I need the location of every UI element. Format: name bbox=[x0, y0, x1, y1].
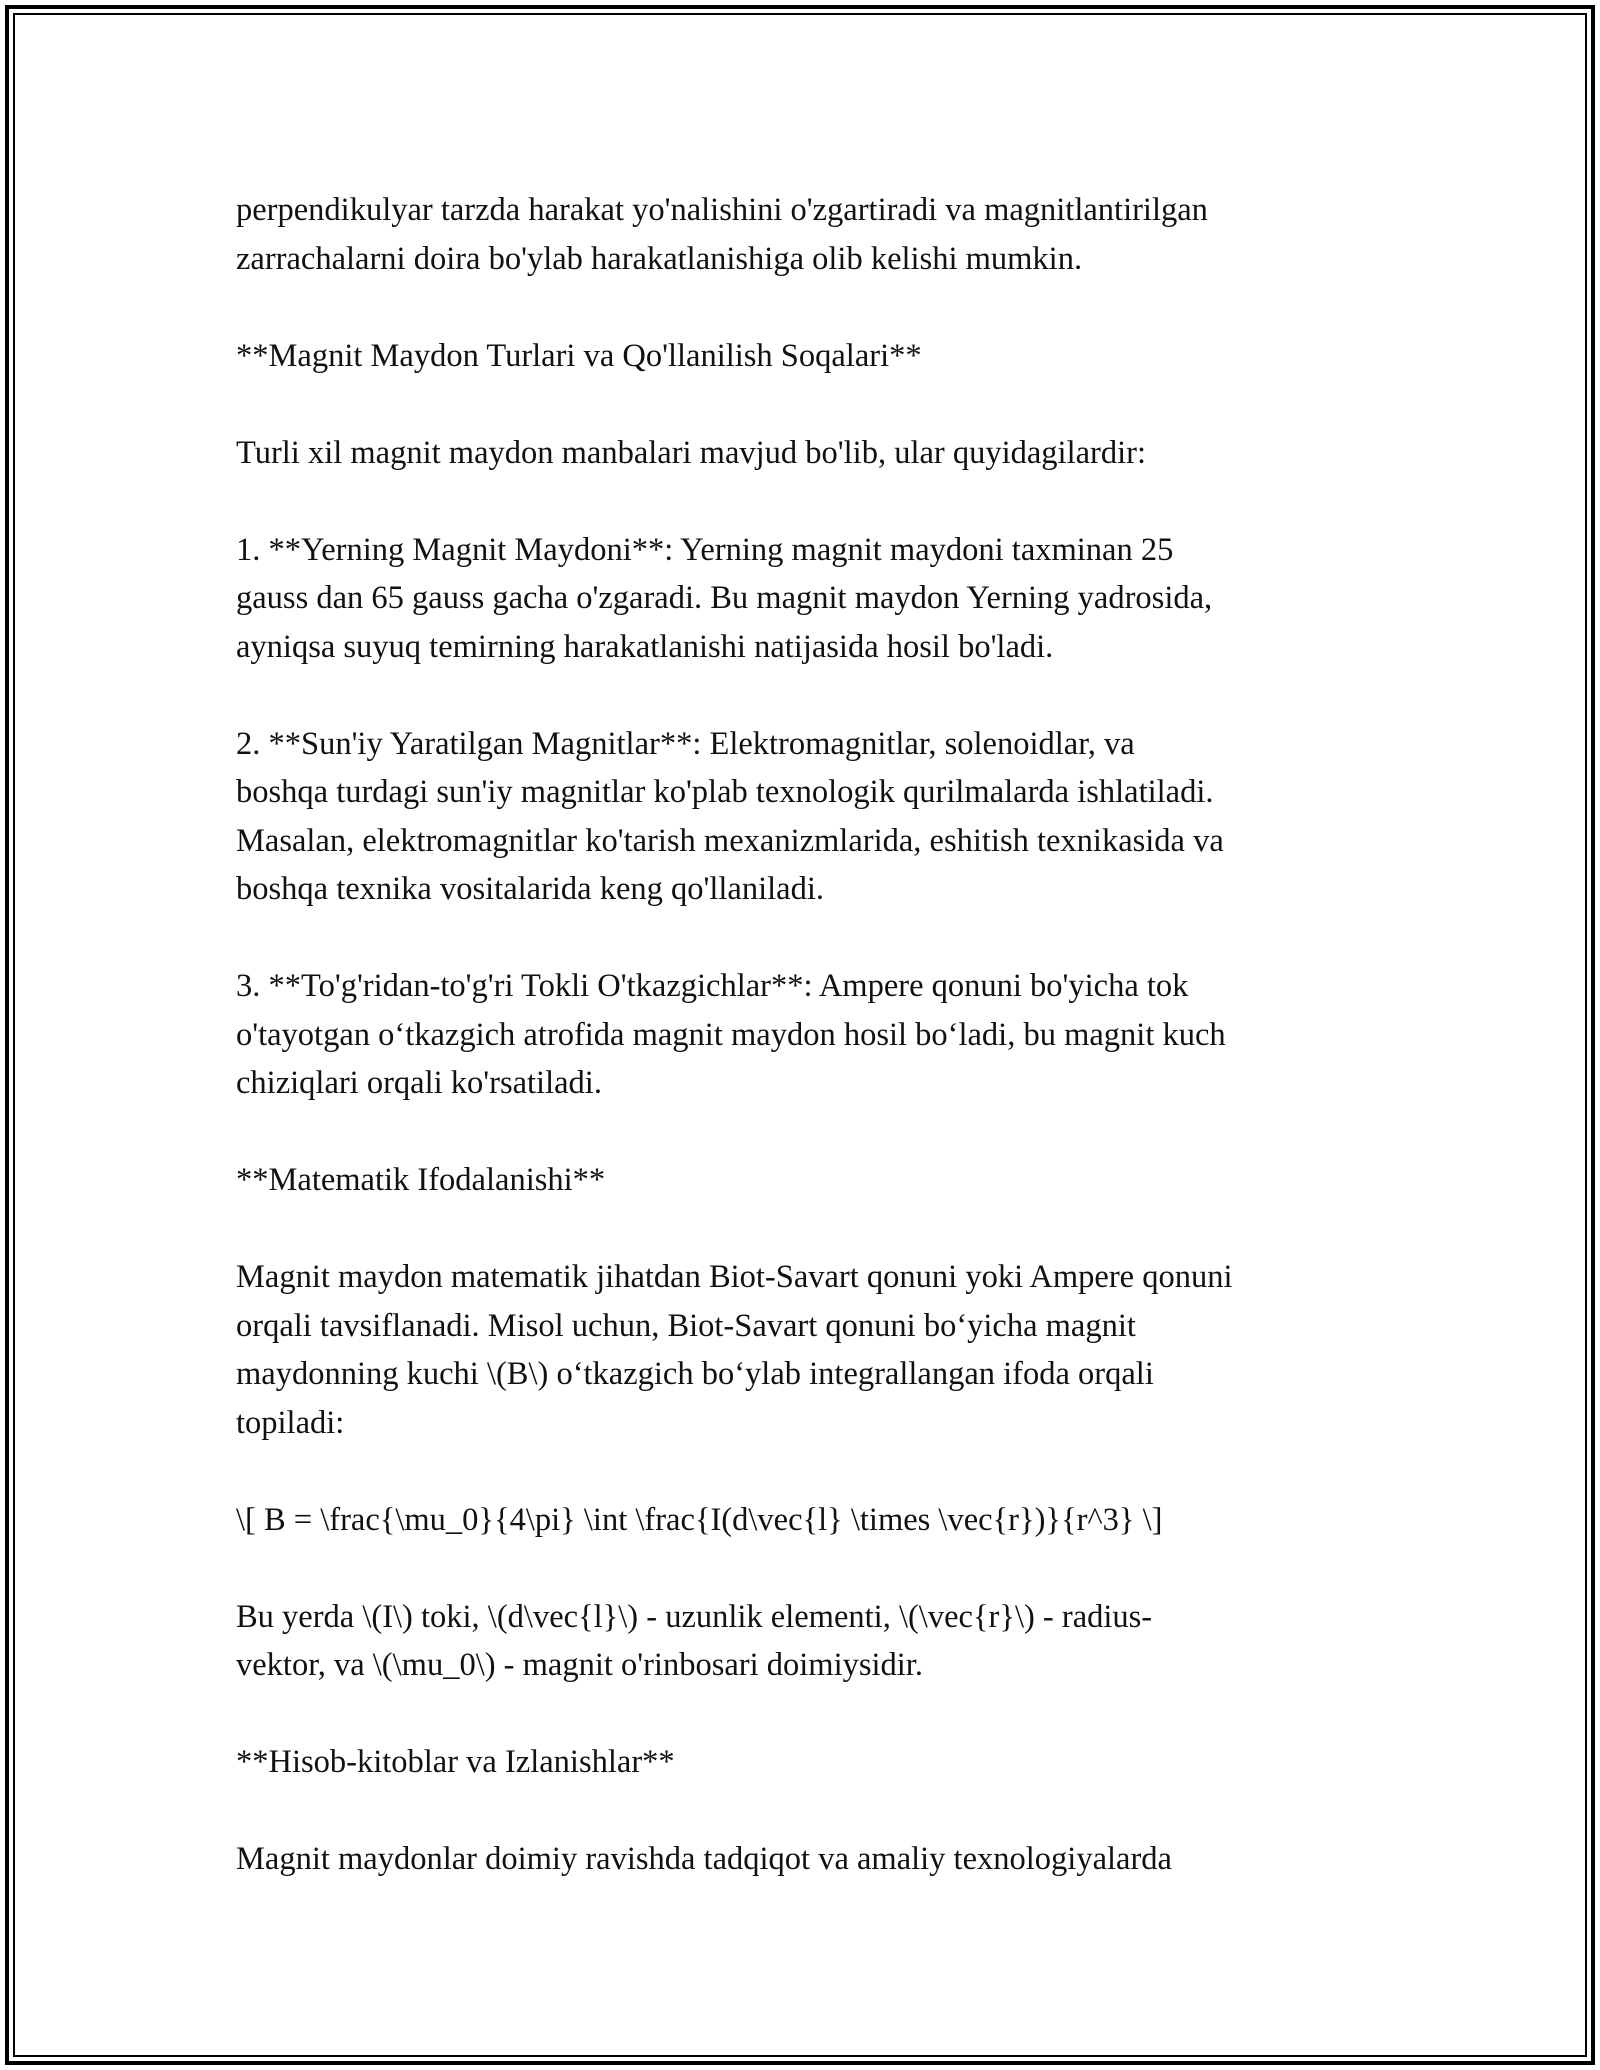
heading-line: **Matematik Ifodalanishi** bbox=[236, 1162, 606, 1198]
text-line: Bu yerda \(I\) toki, \(d\vec{l}\) - uzunlik elementi, \(\vec{r}\) - radius- bbox=[236, 1598, 1153, 1635]
text-line: Magnit maydon matematik jihatdan Biot-Savart qonuni yoki Ampere qonuni bbox=[236, 1259, 1233, 1295]
text-line: 3. **To'g'ridan-to'g'ri Tokli O'tkazgichlar**: Ampere qonuni bo'yicha tok bbox=[236, 968, 1189, 1004]
heading-line: **Magnit Maydon Turlari va Qo'llanilish Soqalari** bbox=[236, 337, 922, 374]
section-heading-math bbox=[236, 1156, 1386, 1205]
equation-biot-savart bbox=[236, 1496, 1386, 1545]
paragraph-research bbox=[236, 1835, 1386, 1884]
paragraph-biot-savart bbox=[236, 1253, 1386, 1447]
text-line: Turli xil magnit maydon manbalari mavjud bo'lib, ular quyidagilardir: bbox=[236, 434, 1146, 471]
section-heading-calculations bbox=[236, 1738, 1386, 1787]
heading-line: **Hisob-kitoblar va Izlanishlar** bbox=[236, 1744, 675, 1780]
text-line: vektor, va \(\mu_0\) - magnit o'rinbosari doimiysidir. bbox=[236, 1647, 923, 1683]
text-line: boshqa turdagi sun'iy magnitlar ko'plab texnologik qurilmalarda ishlatiladi. bbox=[236, 774, 1214, 810]
text-line: chiziqlari orqali ko'rsatiladi. bbox=[236, 1065, 602, 1101]
document-body bbox=[236, 186, 1386, 1932]
text-line: gauss dan 65 gauss gacha o'zgaradi. Bu magnit maydon Yerning yadrosida, bbox=[236, 580, 1213, 616]
list-item-current-conductors bbox=[236, 962, 1386, 1108]
paragraph-sources-intro bbox=[236, 429, 1386, 478]
text-line: ayniqsa suyuq temirning harakatlanishi natijasida hosil bo'ladi. bbox=[236, 628, 1054, 665]
list-item-artificial-magnets bbox=[236, 720, 1386, 914]
list-item-earth-field bbox=[236, 526, 1386, 672]
text-line: zarrachalarni doira bo'ylab harakatlanishiga olib kelishi mumkin. bbox=[236, 240, 1083, 277]
text-line: Masalan, elektromagnitlar ko'tarish mexanizmlarida, eshitish texnikasida va bbox=[236, 822, 1224, 859]
text-line: o'tayotgan o‘tkazgich atrofida magnit maydon hosil bo‘ladi, bu magnit kuch bbox=[236, 1016, 1226, 1053]
section-heading-types bbox=[236, 332, 1386, 381]
text-line: 1. **Yerning Magnit Maydoni**: Yerning magnit maydoni taxminan 25 bbox=[236, 531, 1174, 568]
paragraph-equation-terms bbox=[236, 1593, 1386, 1690]
text-line: maydonning kuchi \(B\) o‘tkazgich bo‘ylab integrallangan ifoda orqali bbox=[236, 1356, 1154, 1392]
text-line: perpendikulyar tarzda harakat yo'nalishini o'zgartiradi va magnitlantirilgan bbox=[236, 192, 1208, 228]
paragraph-intro-continuation bbox=[236, 186, 1386, 283]
text-line: topiladi: bbox=[236, 1404, 345, 1441]
equation-line: \[ B = \frac{\mu_0}{4\pi} \int \frac{I(d\vec{l} \times \vec{r})}{r^3} \] bbox=[236, 1501, 1163, 1538]
text-line: orqali tavsiflanadi. Misol uchun, Biot-Savart qonuni bo‘yicha magnit bbox=[236, 1307, 1136, 1344]
text-line: 2. **Sun'iy Yaratilgan Magnitlar**: Elektromagnitlar, solenoidlar, va bbox=[236, 725, 1135, 762]
text-line: boshqa texnika vositalarida keng qo'llaniladi. bbox=[236, 871, 824, 907]
text-line: Magnit maydonlar doimiy ravishda tadqiqot va amaliy texnologiyalarda bbox=[236, 1841, 1172, 1877]
